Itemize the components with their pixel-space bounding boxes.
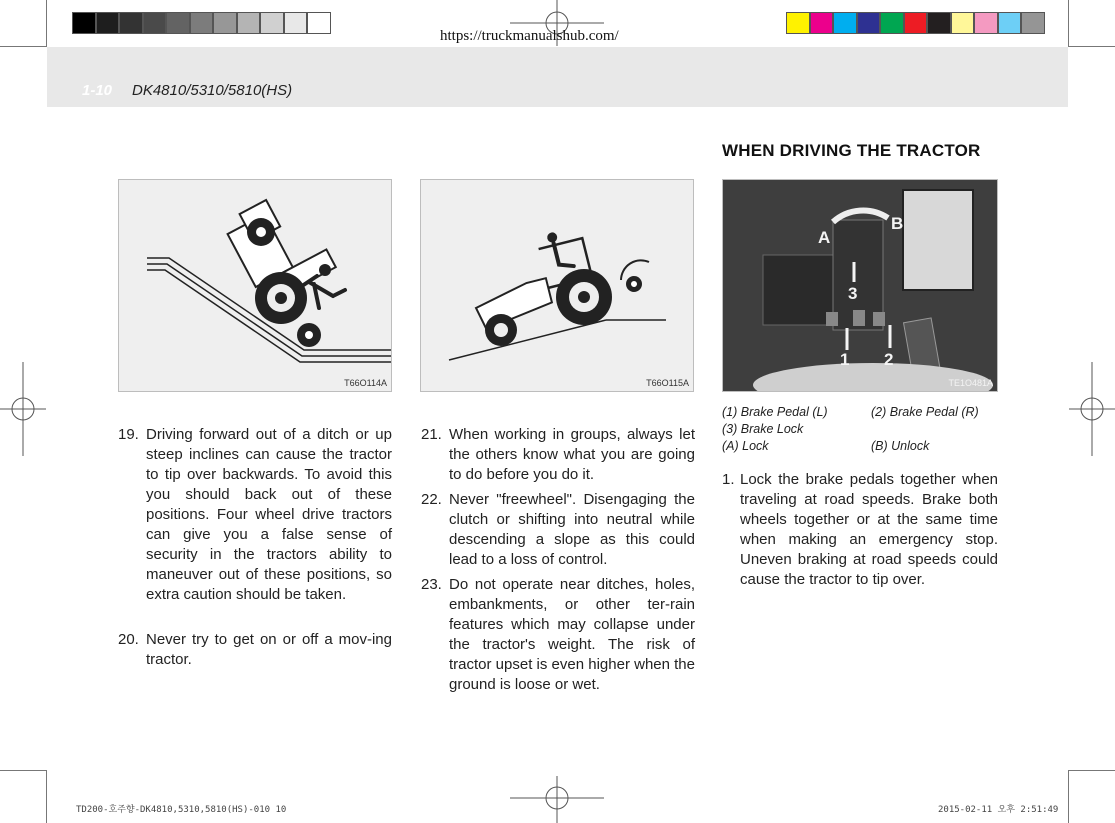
color-swatch [974, 12, 998, 34]
item-text: Never "freewheel". Disengaging the clutch or shifting into neutral while descending a slope as this could lead to a loss of control. [449, 491, 695, 568]
item-text: Driving forward out of a ditch or up steep inclines can cause the tractor to tip over backwards. To avoid this you should back out of these positions. Four wheel drive tractors can give you a false sense of security in the tractors ability to maneuver out of these positions, so extra caution should be taken. [146, 426, 392, 603]
color-swatch [96, 12, 120, 34]
item-number: 23. [421, 576, 442, 593]
color-swatch [213, 12, 237, 34]
color-swatch [72, 12, 96, 34]
label-3: 3 [848, 284, 858, 303]
item-text: Never try to get on or off a mov-ing tractor. [146, 631, 392, 668]
color-swatch [119, 12, 143, 34]
caption-brake-pedal-l: (1) Brake Pedal (L) [722, 405, 828, 419]
color-swatch [1021, 12, 1045, 34]
footer-file-info: TD200-호주향-DK4810,5310,5810(HS)-010 10 [76, 805, 287, 815]
registration-target-bottom-icon [510, 776, 604, 823]
color-swatch [786, 12, 810, 34]
label-b: B [891, 214, 904, 233]
figure-tractor-tip-backward [118, 179, 392, 392]
caption-brake-lock: (3) Brake Lock [722, 422, 804, 436]
color-swatch [998, 12, 1022, 34]
figure-code: T66O115A [646, 378, 689, 388]
item-number: 21. [421, 426, 442, 443]
registration-target-right-icon [1069, 362, 1115, 456]
list-item-23 [421, 575, 695, 695]
list-item-22 [421, 490, 695, 570]
item-number: 20. [118, 631, 139, 648]
figure-code: TE1O481A [948, 378, 993, 388]
item-text: Lock the brake pedals together when traveling at road speeds. Brake both wheels together or at the same time when making an emergency stop. Uneven braking at road speeds could cause the tractor to tip over. [740, 471, 998, 588]
header-url: https://truckmanualshub.com/ [440, 28, 619, 44]
label-2: 2 [884, 350, 894, 369]
color-swatch [880, 12, 904, 34]
brake-pedal-photo [723, 180, 997, 391]
section-title: WHEN DRIVING THE TRACTOR [722, 141, 981, 160]
color-swatch [190, 12, 214, 34]
color-swatch [927, 12, 951, 34]
figure-code: T66O114A [344, 378, 387, 388]
list-item-20 [118, 630, 392, 670]
item-number: 19. [118, 426, 139, 443]
color-swatch [260, 12, 284, 34]
item-text: When working in groups, always let the others know what you are going to do before you do it. [449, 426, 695, 483]
page-number: 1-10 [82, 82, 113, 99]
footer-timestamp: 2015-02-11 오후 2:51:49 [938, 805, 1059, 815]
list-item-brake-1 [722, 470, 998, 590]
label-a: A [818, 228, 831, 247]
model-name: DK4810/5310/5810(HS) [132, 82, 293, 99]
figure-tractor-climbing [420, 179, 694, 392]
item-number: 1. [722, 471, 735, 488]
color-swatch [284, 12, 308, 34]
color-swatch [166, 12, 190, 34]
caption-unlock: (B) Unlock [871, 439, 930, 453]
color-swatch [951, 12, 975, 34]
tractor-climbing-illustration [421, 180, 693, 391]
list-item-21 [421, 425, 695, 485]
caption-lock: (A) Lock [722, 439, 769, 453]
color-swatch [833, 12, 857, 34]
color-swatch [904, 12, 928, 34]
color-swatch [237, 12, 261, 34]
item-number: 22. [421, 491, 442, 508]
list-item-19 [118, 425, 392, 605]
item-text: Do not operate near ditches, holes, embankments, or other ter-rain features which may collapse under the tractor's weight. The risk of tractor upset is even higher when the ground is loose or wet. [449, 576, 695, 693]
color-swatch [810, 12, 834, 34]
registration-target-left-icon [0, 362, 46, 456]
tractor-tip-backward-illustration [119, 180, 391, 391]
figure-brake-pedals [722, 179, 998, 392]
color-swatch [857, 12, 881, 34]
label-1: 1 [840, 350, 850, 369]
color-swatch [307, 12, 331, 34]
color-swatch [143, 12, 167, 34]
caption-brake-pedal-r: (2) Brake Pedal (R) [871, 405, 979, 419]
